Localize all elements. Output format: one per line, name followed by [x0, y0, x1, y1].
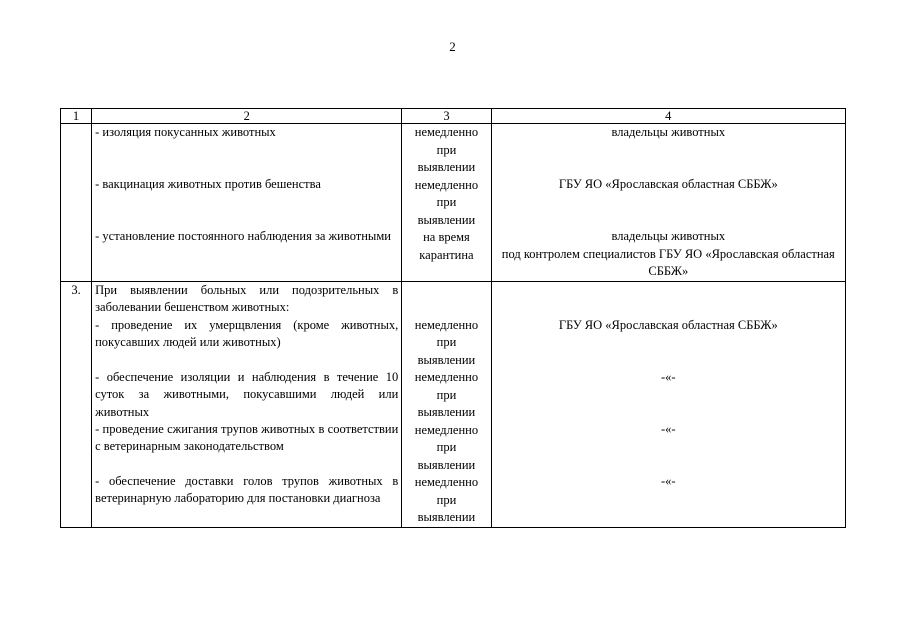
term-line: выявлении [417, 352, 476, 367]
responsible-text: ГБУ ЯО «Ярославская областная СББЖ» [558, 177, 778, 191]
responsible-text: под контролем специалистов ГБУ ЯО «Ярославская областная СББЖ» [501, 246, 835, 278]
term-line: на время [423, 230, 470, 244]
header-col-3: 3 [402, 109, 491, 124]
term-line: немедленно [414, 475, 479, 489]
term-cell [402, 281, 491, 527]
responsible-text: владельцы животных [611, 229, 726, 243]
term-line: немедленно [414, 317, 479, 332]
measure-item: - проведение сжигания трупов животных в соответствии с ветеринарным законодательством [95, 421, 399, 453]
term-line: выявлении [417, 457, 476, 472]
table-row [61, 281, 846, 527]
term-line: выявлении [417, 160, 476, 174]
responsible-text: ГБУ ЯО «Ярославская областная СББЖ» [558, 317, 778, 332]
responsible-text: -«- [661, 369, 676, 384]
measures-table [60, 108, 846, 528]
term-line: при [436, 387, 457, 402]
term-line: при [436, 195, 457, 209]
measure-item: - установление постоянного наблюдения за животными [95, 229, 391, 243]
term-line: немедленно [414, 177, 479, 192]
header-col-1: 1 [61, 109, 92, 124]
term-line: выявлении [417, 510, 476, 524]
table-row [61, 124, 846, 282]
row-number [61, 124, 92, 282]
term-line: при [436, 142, 457, 157]
responsible-cell [491, 281, 845, 527]
responsible-text: -«- [661, 473, 676, 488]
measures-cell [92, 281, 402, 527]
measure-item: - обеспечение изоляции и наблюдения в течение 10 суток за животными, покусавшими людей или животных [95, 369, 399, 419]
term-line: карантина [419, 247, 474, 262]
header-col-2: 2 [92, 109, 402, 124]
term-line: при [436, 492, 457, 507]
measures-intro: При выявлении больных или подозрительных в заболевании бешенством животных: [95, 282, 399, 314]
measure-item: - проведение их умерщвления (кроме животных, покусавших людей или животных) [95, 317, 399, 349]
term-line: выявлении [417, 405, 476, 419]
measure-item: - изоляция покусанных животных [95, 125, 276, 139]
responsible-text: -«- [661, 421, 676, 436]
term-line: немедленно [414, 125, 479, 139]
responsible-text: владельцы животных [611, 125, 726, 139]
term-line: немедленно [414, 370, 479, 384]
measure-item: - вакцинация животных против бешенства [95, 177, 321, 191]
term-line: выявлении [417, 212, 476, 227]
table-header-row [61, 109, 846, 124]
measures-cell [92, 124, 402, 282]
term-cell [402, 124, 491, 282]
term-line: немедленно [414, 422, 479, 437]
page-number: 2 [449, 39, 456, 54]
term-line: при [436, 440, 457, 454]
measure-item: - обеспечение доставки голов трупов животных в ветеринарную лабораторию для постановки диагноза [95, 473, 399, 505]
row-number: 3. [61, 281, 92, 527]
header-col-4: 4 [491, 109, 845, 124]
term-line: при [436, 335, 457, 349]
responsible-cell [491, 124, 845, 282]
